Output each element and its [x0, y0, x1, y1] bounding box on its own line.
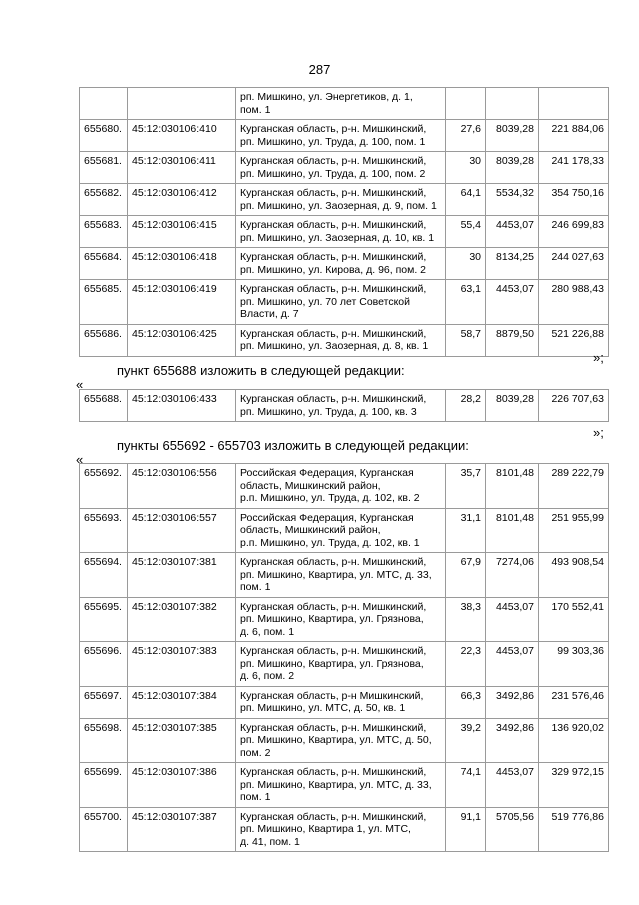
cadastral-cost-cell: 231 576,46 — [539, 686, 609, 718]
area-cell: 55,4 — [446, 216, 486, 248]
cadastral-number-cell: 45:12:030107:381 — [128, 553, 236, 598]
unit-value-cell: 3492,86 — [486, 718, 539, 763]
area-cell: 91,1 — [446, 807, 486, 852]
unit-value-cell: 4453,07 — [486, 763, 539, 808]
area-cell: 67,9 — [446, 553, 486, 598]
cadastral-cost-cell: 354 750,16 — [539, 184, 609, 216]
cadastral-cost-cell: 493 908,54 — [539, 553, 609, 598]
table-row — [80, 807, 609, 852]
address-cell: Курганская область, р-н. Мишкинский, рп. Мишкино, ул. Труда, д. 100, кв. 3 — [236, 390, 446, 422]
address-cell: Курганская область, р-н. Мишкинский, рп. Мишкино, ул. Заозерная, д. 10, кв. 1 — [236, 216, 446, 248]
address-cell: Курганская область, р-н. Мишкинский, рп. Мишкино, ул. Кирова, д. 96, пом. 2 — [236, 248, 446, 280]
area-cell: 28,2 — [446, 390, 486, 422]
area-cell: 31,1 — [446, 508, 486, 553]
table-row — [80, 184, 609, 216]
cadastral-cost-cell — [539, 88, 609, 120]
table-row — [80, 597, 609, 642]
unit-value-cell: 5534,32 — [486, 184, 539, 216]
address-cell: Курганская область, р-н. Мишкинский, рп. Мишкино, Квартира, ул. МТС, д. 50, пом. 2 — [236, 718, 446, 763]
amendment-paragraph: пункт 655688 изложить в следующей редакции: — [117, 363, 405, 378]
row-number-cell — [80, 88, 128, 120]
row-number-cell: 655685. — [80, 280, 128, 325]
cadastral-number-cell: 45:12:030107:385 — [128, 718, 236, 763]
area-cell — [446, 88, 486, 120]
unit-value-cell: 7274,06 — [486, 553, 539, 598]
area-cell: 63,1 — [446, 280, 486, 325]
closing-quote: »; — [593, 425, 604, 440]
table-row — [80, 718, 609, 763]
unit-value-cell: 4453,07 — [486, 642, 539, 687]
address-cell: Курганская область, р-н Мишкинский, рп. Мишкино, ул. МТС, д. 50, кв. 1 — [236, 686, 446, 718]
row-number-cell: 655700. — [80, 807, 128, 852]
opening-quote: « — [76, 377, 84, 392]
area-cell: 64,1 — [446, 184, 486, 216]
row-number-cell: 655681. — [80, 152, 128, 184]
area-cell: 30 — [446, 248, 486, 280]
address-cell: Курганская область, р-н. Мишкинский, рп. Мишкино, Квартира, ул. МТС, д. 33, пом. 1 — [236, 553, 446, 598]
address-cell: Курганская область, р-н. Мишкинский, рп. Мишкино, Квартира, ул. МТС, д. 33, пом. 1 — [236, 763, 446, 808]
table-row — [80, 686, 609, 718]
table-row — [80, 464, 609, 509]
unit-value-cell: 3492,86 — [486, 686, 539, 718]
address-cell: Курганская область, р-н. Мишкинский, рп. Мишкино, ул. Труда, д. 100, пом. 2 — [236, 152, 446, 184]
cadastral-cost-cell: 329 972,15 — [539, 763, 609, 808]
unit-value-cell: 8101,48 — [486, 464, 539, 509]
area-cell: 58,7 — [446, 324, 486, 356]
cadastral-cost-cell: 221 884,06 — [539, 120, 609, 152]
address-cell: Курганская область, р-н. Мишкинский, рп. Мишкино, ул. 70 лет Советской Власти, д. 7 — [236, 280, 446, 325]
area-cell: 27,6 — [446, 120, 486, 152]
cadastral-cost-cell: 521 226,88 — [539, 324, 609, 356]
area-cell: 30 — [446, 152, 486, 184]
table-row — [80, 324, 609, 356]
cadastral-cost-cell: 251 955,99 — [539, 508, 609, 553]
unit-value-cell: 8134,25 — [486, 248, 539, 280]
amendment-paragraph: пункты 655692 - 655703 изложить в следующей редакции: — [117, 438, 469, 453]
address-cell: Курганская область, р-н. Мишкинский, рп. Мишкино, Квартира 1, ул. МТС, д. 41, пом. 1 — [236, 807, 446, 852]
table-row — [80, 763, 609, 808]
cadastral-cost-cell: 246 699,83 — [539, 216, 609, 248]
unit-value-cell — [486, 88, 539, 120]
opening-quote: « — [76, 452, 84, 467]
unit-value-cell: 8039,28 — [486, 152, 539, 184]
table-row — [80, 152, 609, 184]
address-cell: Российская Федерация, Курганская область, Мишкинский район, р.п. Мишкино, ул. Труда, д. 102, кв. 2 — [236, 464, 446, 509]
address-cell: Курганская область, р-н. Мишкинский, рп. Мишкино, Квартира, ул. Грязнова, д. 6, пом. 2 — [236, 642, 446, 687]
area-cell: 74,1 — [446, 763, 486, 808]
table-row — [80, 280, 609, 325]
unit-value-cell: 4453,07 — [486, 216, 539, 248]
row-number-cell: 655686. — [80, 324, 128, 356]
cadastral-number-cell: 45:12:030106:418 — [128, 248, 236, 280]
cadastral-cost-cell: 519 776,86 — [539, 807, 609, 852]
unit-value-cell: 8039,28 — [486, 120, 539, 152]
cadastral-number-cell: 45:12:030106:425 — [128, 324, 236, 356]
property-table-2 — [79, 389, 609, 422]
table-row — [80, 248, 609, 280]
row-number-cell: 655695. — [80, 597, 128, 642]
address-cell: Российская Федерация, Курганская область, Мишкинский район, р.п. Мишкино, ул. Труда, д. 102, кв. 1 — [236, 508, 446, 553]
unit-value-cell: 8101,48 — [486, 508, 539, 553]
cadastral-number-cell: 45:12:030106:411 — [128, 152, 236, 184]
table-row — [80, 390, 609, 422]
address-cell: Курганская область, р-н. Мишкинский, рп. Мишкино, Квартира, ул. Грязнова, д. 6, пом. 1 — [236, 597, 446, 642]
area-cell: 35,7 — [446, 464, 486, 509]
cadastral-cost-cell: 244 027,63 — [539, 248, 609, 280]
cadastral-cost-cell: 170 552,41 — [539, 597, 609, 642]
cadastral-number-cell: 45:12:030106:412 — [128, 184, 236, 216]
cadastral-cost-cell: 241 178,33 — [539, 152, 609, 184]
closing-quote: »; — [593, 350, 604, 365]
address-cell: Курганская область, р-н. Мишкинский, рп. Мишкино, ул. Заозерная, д. 8, кв. 1 — [236, 324, 446, 356]
unit-value-cell: 8039,28 — [486, 390, 539, 422]
unit-value-cell: 5705,56 — [486, 807, 539, 852]
row-number-cell: 655698. — [80, 718, 128, 763]
table-row — [80, 88, 609, 120]
cadastral-number-cell: 45:12:030106:433 — [128, 390, 236, 422]
area-cell: 39,2 — [446, 718, 486, 763]
table-row — [80, 216, 609, 248]
cadastral-number-cell: 45:12:030107:384 — [128, 686, 236, 718]
area-cell: 38,3 — [446, 597, 486, 642]
property-table-3 — [79, 463, 609, 852]
cadastral-cost-cell: 136 920,02 — [539, 718, 609, 763]
row-number-cell: 655682. — [80, 184, 128, 216]
row-number-cell: 655683. — [80, 216, 128, 248]
cadastral-number-cell: 45:12:030106:410 — [128, 120, 236, 152]
cadastral-cost-cell: 280 988,43 — [539, 280, 609, 325]
page-number: 287 — [308, 62, 331, 77]
address-cell: Курганская область, р-н. Мишкинский, рп. Мишкино, ул. Заозерная, д. 9, пом. 1 — [236, 184, 446, 216]
row-number-cell: 655692. — [80, 464, 128, 509]
cadastral-number-cell: 45:12:030107:383 — [128, 642, 236, 687]
row-number-cell: 655688. — [80, 390, 128, 422]
table-row — [80, 642, 609, 687]
cadastral-number-cell: 45:12:030106:556 — [128, 464, 236, 509]
cadastral-number-cell: 45:12:030106:415 — [128, 216, 236, 248]
table-row — [80, 120, 609, 152]
area-cell: 22,3 — [446, 642, 486, 687]
cadastral-number-cell: 45:12:030106:557 — [128, 508, 236, 553]
cadastral-number-cell: 45:12:030107:386 — [128, 763, 236, 808]
property-table-1 — [79, 87, 609, 357]
area-cell: 66,3 — [446, 686, 486, 718]
row-number-cell: 655684. — [80, 248, 128, 280]
row-number-cell: 655696. — [80, 642, 128, 687]
cadastral-number-cell: 45:12:030107:382 — [128, 597, 236, 642]
cadastral-cost-cell: 226 707,63 — [539, 390, 609, 422]
cadastral-cost-cell: 289 222,79 — [539, 464, 609, 509]
cadastral-number-cell: 45:12:030106:419 — [128, 280, 236, 325]
address-cell: рп. Мишкино, ул. Энергетиков, д. 1, пом. 1 — [236, 88, 446, 120]
table-row — [80, 508, 609, 553]
unit-value-cell: 8879,50 — [486, 324, 539, 356]
table-row — [80, 553, 609, 598]
unit-value-cell: 4453,07 — [486, 597, 539, 642]
row-number-cell: 655694. — [80, 553, 128, 598]
cadastral-number-cell: 45:12:030107:387 — [128, 807, 236, 852]
unit-value-cell: 4453,07 — [486, 280, 539, 325]
row-number-cell: 655693. — [80, 508, 128, 553]
cadastral-number-cell — [128, 88, 236, 120]
row-number-cell: 655699. — [80, 763, 128, 808]
row-number-cell: 655680. — [80, 120, 128, 152]
row-number-cell: 655697. — [80, 686, 128, 718]
cadastral-cost-cell: 99 303,36 — [539, 642, 609, 687]
address-cell: Курганская область, р-н. Мишкинский, рп. Мишкино, ул. Труда, д. 100, пом. 1 — [236, 120, 446, 152]
